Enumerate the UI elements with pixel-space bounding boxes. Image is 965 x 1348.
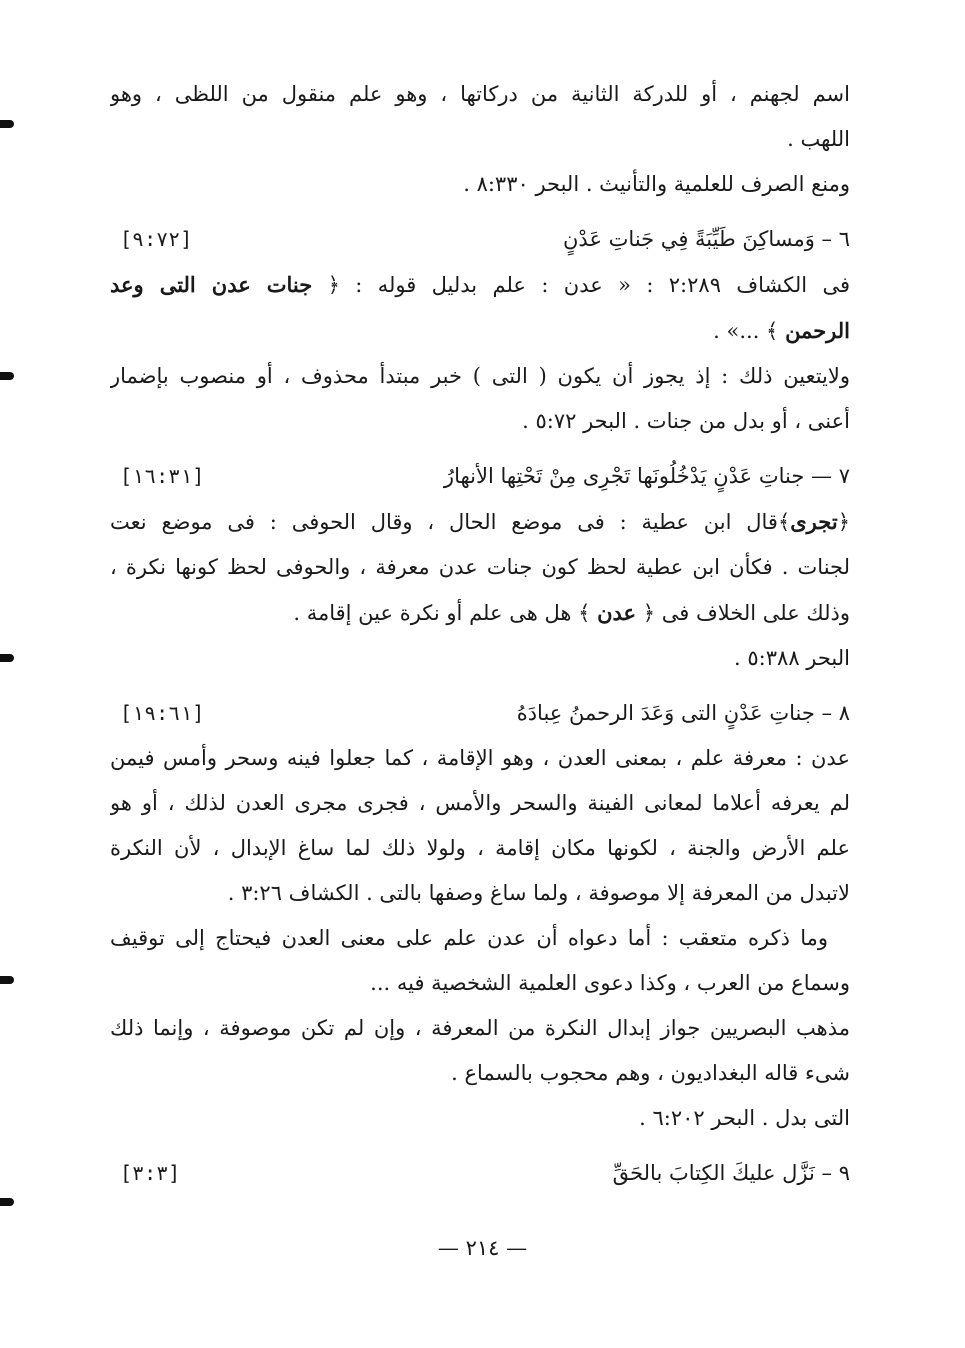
text-line: وسماع من العرب ، وكذا دعوى العلمية الشخصية فيه ... bbox=[370, 971, 850, 995]
verse-text: ٧ — جناتِ عَدْنٍ يَدْخُلُونَها تَجْرِى مِنْ تَحْتِها الأنهارُ bbox=[443, 464, 850, 488]
text-line: لم يعرفه أعلاما لمعانى الفينة والسحر والأمس ، فجرى مجرى العدن لذلك ، أو هو bbox=[110, 791, 850, 815]
text-line: وما ذكره متعقب : أما دعواه أن عدن علم على معنى العدن فيحتاج إلى توقيف bbox=[110, 926, 828, 950]
quoted-word: تجرى bbox=[790, 509, 838, 534]
quoted-verse: جنات عدن التى وعد bbox=[110, 272, 313, 297]
page-body bbox=[110, 72, 850, 1196]
verse-reference: [١٦:٣١] bbox=[120, 464, 205, 488]
verse-reference: [١٩:٦١] bbox=[120, 701, 205, 725]
verse-text: ٦ – وَمساكِنَ طَيِّبَةً فِي جَناتِ عَدْنٍ bbox=[563, 227, 850, 251]
text-line: ومنع الصرف للعلمية والتأنيث . البحر ٨:٣٣٠ . bbox=[463, 172, 850, 196]
margin-mark bbox=[0, 372, 14, 380]
quoted-verse: الرحمن bbox=[785, 318, 850, 343]
verse-heading-8 bbox=[110, 691, 850, 736]
text-line: الرحمن ﴾ ...» . bbox=[713, 318, 850, 343]
text-line: شىء قاله البغداديون ، وهم محجوب بالسماع . bbox=[451, 1061, 850, 1085]
verse-reference: [٣:٣] bbox=[120, 1161, 181, 1185]
text-line: عدن : معرفة علم ، بمعنى العدن ، وهو الإقامة ، كما جعلوا فينه وسحر وأمس فيمن bbox=[110, 746, 850, 770]
text-line: لاتبدل من المعرفة إلا موصوفة ، ولما ساغ وصفها بالتى . الكشاف ٣:٢٦ . bbox=[227, 881, 850, 905]
text-line: لجنات . فكأن ابن عطية لحظ كون جنات عدن معرفة ، والحوفى لحظ كونها نكرة ، bbox=[110, 555, 850, 579]
text-line: التى بدل . البحر ٦:٢٠٢ . bbox=[639, 1106, 850, 1130]
margin-mark bbox=[0, 1198, 14, 1206]
verse-text: ٩ – نَزَّل عليكَ الكِتابَ بالحَقِّ bbox=[612, 1161, 850, 1185]
text-line: ولايتعين ذلك : إذ يجوز أن يكون ( التى ) خبر مبتدأ محذوف ، أو منصوب بإضمار bbox=[110, 364, 850, 388]
verse-heading-9 bbox=[110, 1151, 850, 1196]
text-line: اللهب . bbox=[787, 127, 850, 151]
text-line: البحر ٥:٣٨٨ . bbox=[734, 646, 850, 670]
text-line: اسم لجهنم ، أو للدركة الثانية من دركاتها ، وهو علم منقول من اللظى ، وهو bbox=[110, 82, 850, 106]
text-line: مذهب البصريين جواز إبدال النكرة من المعرفة ، وإن لم تكن موصوفة ، وإنما ذلك bbox=[110, 1016, 850, 1040]
margin-mark bbox=[0, 120, 14, 128]
quoted-word: عدن bbox=[597, 600, 637, 625]
page-number: — ٢١٤ — bbox=[437, 1236, 528, 1260]
margin-mark bbox=[0, 976, 14, 984]
verse-reference: [٩:٧٢] bbox=[120, 227, 193, 251]
text-line: أعنى ، أو بدل من جنات . البحر ٥:٧٢ . bbox=[522, 409, 850, 433]
text-line: فى الكشاف ٢:٢٨٩ : « عدن : علم بدليل قوله : ﴿ جنات عدن التى وعد bbox=[110, 272, 850, 297]
text-line: ﴿تجرى﴾قال ابن عطية : فى موضع الحال ، وقال الحوفى : فى موضع نعت bbox=[110, 509, 850, 534]
margin-mark bbox=[0, 654, 14, 662]
verse-heading-6 bbox=[110, 217, 850, 262]
verse-text: ٨ – جناتِ عَدْنٍ التى وَعَدَ الرحمنُ عِبادَهُ bbox=[516, 701, 850, 725]
verse-heading-7 bbox=[110, 454, 850, 499]
text-line: علم الأرض والجنة ، لكونها مكان إقامة ، ولولا ذلك لما ساغ الإبدال ، لأن النكرة bbox=[110, 836, 850, 860]
text-line: وذلك على الخلاف فى ﴿ عدن ﴾ هل هى علم أو نكرة عين إقامة . bbox=[293, 600, 850, 625]
